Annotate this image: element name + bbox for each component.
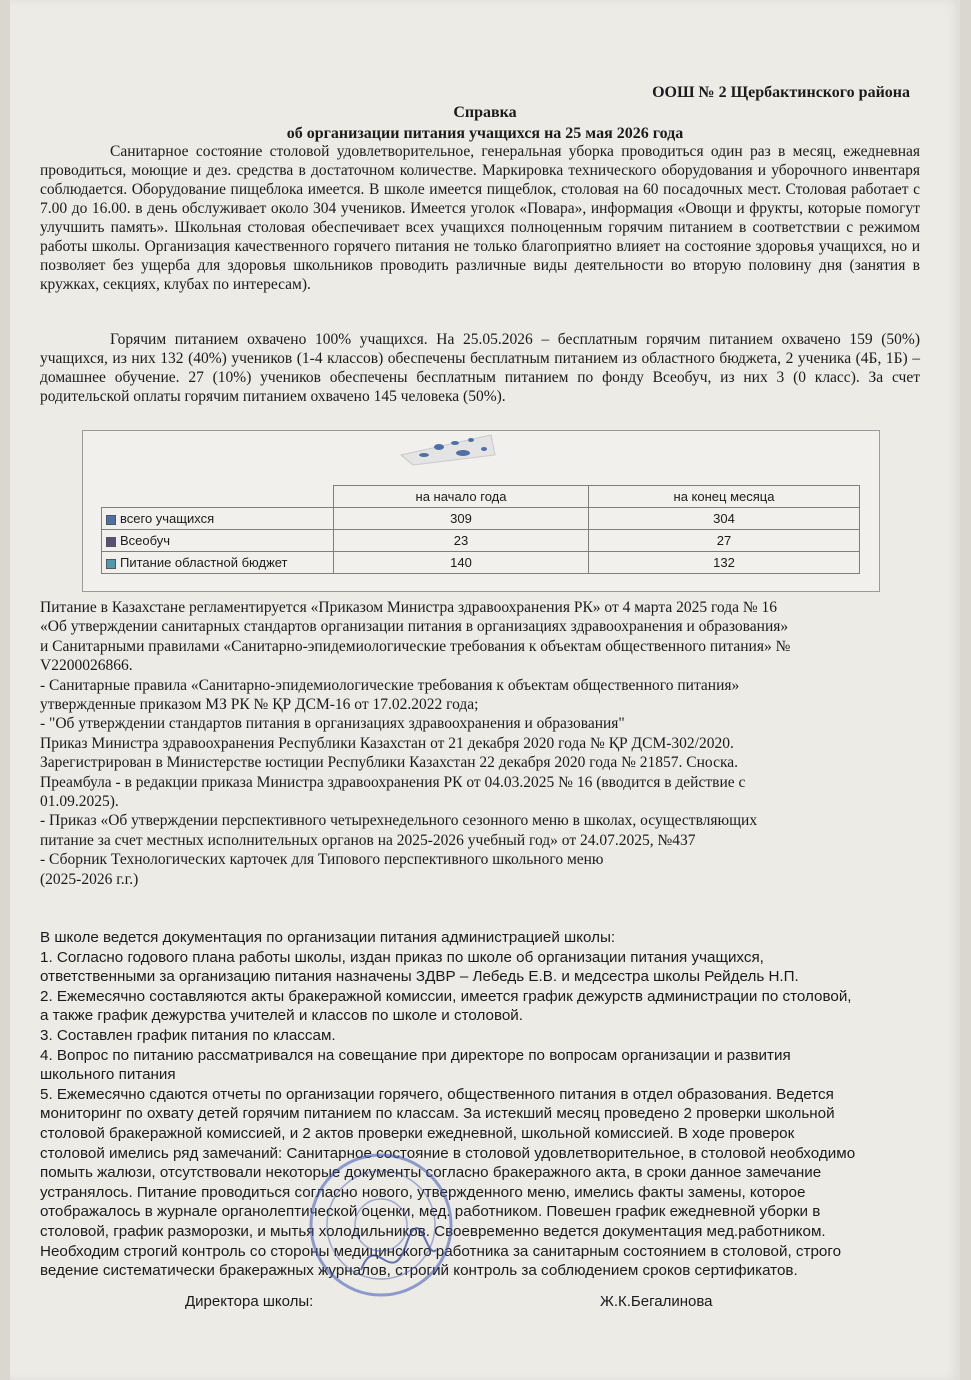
regulation-line: - Приказ «Об утверждении перспективного четырехнедельного сезонного меню в школах, осуществляющих <box>40 812 758 830</box>
chart-frame <box>82 430 880 592</box>
regulation-line: - Санитарные правила «Санитарно-эпидемиологические требования к объектам общественного питания» <box>40 676 740 694</box>
signature-position: Директора школы: <box>185 1293 314 1310</box>
document-subtitle: об организации питания учащихся на 25 мая 2026 года <box>286 125 684 142</box>
documentation-line: Необходим строгий контроль со стороны медицинского работника за санитарным состоянием в столовой, строго <box>40 1242 842 1260</box>
regulation-line: - Сборник Технологических карточек для Типового перспективного школьного меню <box>40 851 604 869</box>
regulation-line: 01.09.2025). <box>40 793 119 811</box>
table-cell: 309 <box>334 508 589 530</box>
documentation-line: столовой, график разморозки, и мытья холодильников. Своевременно ведется документация мед.работником. <box>40 1222 826 1240</box>
documentation-line: 4. Вопрос по питанию рассматривался на совещание при директоре по вопросам организации и развития <box>40 1046 791 1064</box>
documentation-line: помыть жалюзи, отсутствовали некоторые документы согласно бракеражного акта, в сроки данное замечание <box>40 1164 822 1182</box>
documentation-line: ответственными за организацию питания назначены ЗДВР – Лебедь Е.В. и медсестра школы Рейдель Н.П. <box>40 968 799 986</box>
regulation-line: Преамбула - в редакции приказа Министра здравоохранения РК от 04.03.2025 № 16 (вводится в действие с <box>40 773 746 791</box>
marker-dot <box>451 441 459 445</box>
regulation-line: Питание в Казахстане регламентируется «Приказом Министра здравоохранения РК» от 4 марта 2025 года № 16 <box>40 599 778 616</box>
documentation-line: устранялось. Питание проводиться согласно нового, утвержденного меню, имелись факты замены, которое <box>40 1183 806 1201</box>
documentation-line: а также график дежурства учителей и классов по школе и столовой. <box>40 1007 523 1025</box>
legend-swatch <box>106 537 116 547</box>
regulation-line: (2025-2026 г.г.) <box>40 870 139 888</box>
documentation-line: 5. Ежемесячно сдаются отчеты по организации горячего, общественного питания в отдел образования. Ведется <box>40 1085 834 1103</box>
table-row <box>102 508 860 530</box>
legend-swatch <box>106 515 116 525</box>
regulation-line: и Санитарными правилами «Санитарно-эпидемиологические требования к объектам общественного питания» № <box>40 637 791 655</box>
marker-dot <box>419 453 429 457</box>
documentation-line: столовой бракеражной комиссией, и 2 актов проверки ежедневной, школьной комиссией. В ходе проверок <box>40 1124 795 1142</box>
regulation-line: Зарегистрирован в Министерстве юстиции Республики Казахстан 22 декабря 2020 года № 21857. Сноска. <box>40 754 738 772</box>
documentation-line: столовой имелись ряд замечаний: Санитарное состояние в столовой удовлетворительное, в столовой необходимо <box>40 1144 856 1162</box>
row-label: всего учащихся <box>120 511 215 526</box>
documentation-block <box>40 928 930 1281</box>
row-label: Всеобуч <box>120 533 171 548</box>
official-stamp <box>306 1150 456 1300</box>
documentation-line: В школе ведется документация по организации питания администрацией школы: <box>40 929 616 946</box>
documentation-line: 1. Согласно годового плана работы школы, издан приказ по школе об организации питания учащихся, <box>40 948 764 966</box>
regulation-line: - "Об утверждении стандартов питания в организациях здравоохранения и образования" <box>40 715 625 733</box>
plot-area-3d <box>401 435 495 465</box>
marker-dot <box>481 447 487 451</box>
row-label: Питание областной бюджет <box>120 555 288 570</box>
column-header: на конец месяца <box>589 486 860 508</box>
legend-swatch <box>106 559 116 569</box>
table-cell: 27 <box>589 530 860 552</box>
table-row <box>102 552 860 574</box>
paragraph-canteen-state: Санитарное состояние столовой удовлетворительное, генеральная уборка проводиться один раз в месяц, ежедневная проводиться, моющие и дез. средства в достаточном количестве. Маркировка технического оборудования и уборочного инвентаря соблюдается. Оборудование пищеблока имеется. В школе имеется пищеблок, столовая на 60 посадочных мест. Столовая работает с 7.00 до 16.00. в день обслуживает около 304 учеников. Имеется уголок «Повара», информация «Овощи и фрукты, которые помогут улучшить память». Школьная столовая обеспечивает всех учащихся полноценным горячим питанием в соответствии с режимом работы школы. Организация качественного горячего питания не только благоприятно влияет на состояние здоровья учащихся, но и позволяет без ущерба для здоровья школьников проводить различные виды деятельности во вторую половину дня (занятия в кружках, секциях, клубах по интересам). <box>40 143 920 293</box>
table-cell: 23 <box>334 530 589 552</box>
document-title: Справка <box>453 104 517 121</box>
marker-dot <box>434 444 444 450</box>
table-header-row <box>102 486 860 508</box>
school-name: ООШ № 2 Щербактинского района <box>652 84 910 101</box>
documentation-line: 2. Ежемесячно составляются акты бракеражной комиссии, имеется график дежурств администрации по столовой, <box>40 987 852 1005</box>
signature-name: Ж.К.Бегалинова <box>600 1293 713 1310</box>
chart-data-table <box>101 485 860 574</box>
documentation-line: ведение систематически бракеражных журналов, строгий контроль за соблюдением сроков сертификатов. <box>40 1262 798 1280</box>
marker-dot <box>456 450 470 456</box>
regulation-line: Приказ Министра здравоохранения Республики Казахстан от 21 декабря 2020 года № ҚР ДСМ-302/2020. <box>40 734 734 752</box>
documentation-line: отображалось в журнале органолептической оценки, мед. работником. Повешен график ежедневной уборки в <box>40 1203 821 1221</box>
regulation-line: V2200026866. <box>40 657 133 675</box>
regulations-block <box>40 598 930 889</box>
paragraph-hot-meals: Горячим питанием охвачено 100% учащихся. На 25.05.2026 – бесплатным горячим питанием охвачено 159 (50%) учащихся, из них 132 (40%) учеников (1-4 классов) обеспечены бесплатным питанием из областного бюджета, 2 ученика (4Б, 1Б) – домашнее обучение. 27 (10%) учеников обеспечены бесплатным питанием по фонду Всеобуч, из них 3 (0 класс). За счет родительской оплаты горячим питанием охвачено 145 человека (50%). <box>40 331 920 405</box>
regulation-line: питание за счет местных исполнительных органов на 2025-2026 учебный год» от 24.07.2025, №437 <box>40 831 696 849</box>
table-row <box>102 530 860 552</box>
regulation-line: «Об утверждении санитарных стандартов организации питания в организациях здравоохранения и образования» <box>40 618 789 636</box>
document-sheet <box>10 0 960 1380</box>
documentation-line: школьного питания <box>40 1066 176 1084</box>
documentation-line: мониторинг по охвату детей горячим питанием по классам. За истекший месяц проведено 2 проверки школьной <box>40 1105 835 1123</box>
column-header: на начало года <box>334 486 589 508</box>
table-cell: 132 <box>589 552 860 574</box>
table-cell: 304 <box>589 508 860 530</box>
table-cell: 140 <box>334 552 589 574</box>
regulation-line: утвержденные приказом МЗ РК № ҚР ДСМ-16 от 17.02.2022 года; <box>40 696 479 714</box>
documentation-line: 3. Составлен график питания по классам. <box>40 1026 336 1044</box>
marker-dot <box>468 438 474 442</box>
